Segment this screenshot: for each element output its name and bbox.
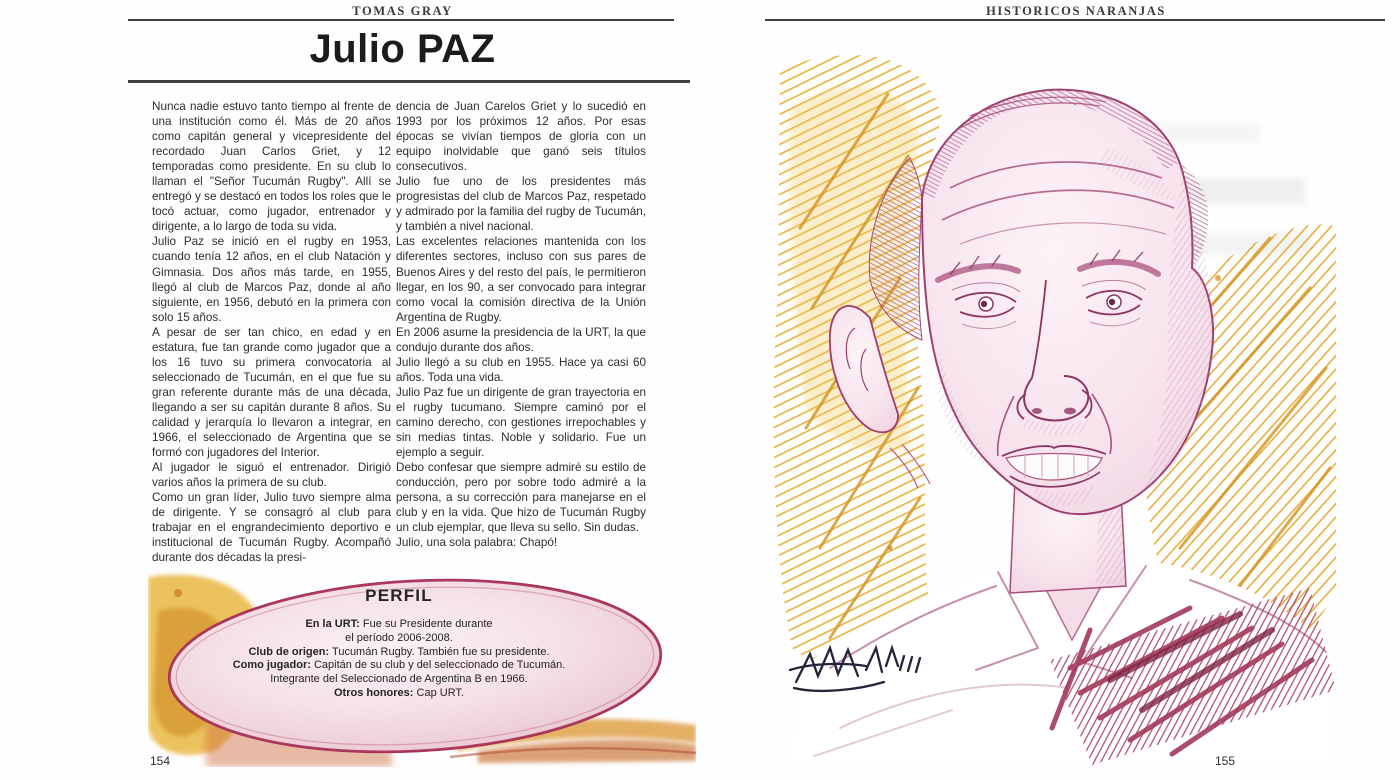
body-paragraph: Julio, una sola palabra: Chapó! (396, 536, 558, 550)
body-paragraph: Debo confesar que siempre admiré su estilo de conducción, pero por sobre todo admiré a la persona, a su corrección para manejarse en el club y en la vida. Que hizo de Tucumán Rugby un club ejemplar, que lleva su sello. Sin dudas. (396, 461, 646, 535)
left-page (115, 0, 690, 780)
article-title: Julio PAZ (309, 27, 496, 71)
running-header-right: HISTORICOS NARANJAS (986, 4, 1166, 18)
body-paragraph: A pesar de ser tan chico, en edad y en estatura, fue tan grande como jugador que a los 16 tuvo su primera convocatoria al seleccionado de Tucumán, en el que fue su gran referente durante más de una década, llegando a ser su capitán durante 8 años. Su calidad y jerarquía lo llevaron a integrar, en 1966, el seleccionado de Argentina que se formó con jugadores del Interior. (152, 325, 391, 460)
right-page (760, 0, 1392, 780)
body-paragraph: Al jugador le siguó el entrenador. Dirigió varios años la primera de su club. (152, 461, 391, 490)
perfil-line: En la URT: Fue su Presidente durante (305, 618, 493, 630)
page-number-left: 154 (150, 754, 171, 768)
perfil-text (163, 586, 635, 701)
perfil-line: Club de origen: Tucumán Rugby. También fue su presidente. (248, 645, 550, 658)
body-paragraph: Las excelentes relaciones mantenida con los diferentes sectores, incluso con sus pares de Buenos Aires y del resto del país, le permitieron llegar, en los 90, a ser convocado para integrar como vocal la comisión directiva de la Unión Argentina de Rugby. (396, 235, 646, 324)
body-paragraph: En 2006 asume la presidencia de la URT, la que condujo durante dos años. (396, 325, 646, 354)
perfil-panel (148, 569, 696, 767)
body-paragraph: Julio llegó a su club en 1955. Hace ya casi 60 años. Toda una vida. (396, 355, 646, 384)
page-number-right: 155 (1215, 754, 1236, 768)
perfil-line: Como jugador: Capitán de su club y del seleccionado de Tucumán. (232, 659, 566, 672)
body-paragraph: Como un gran líder, Julio tuvo siempre alma de dirigente. Y se consagró al club para trabajar en el engrandecimiento deportivo e institucional de Tucumán Rugby. Acompañó durante dos décadas la presi- (152, 491, 391, 565)
body-paragraph: dencia de Juan Carelos Griet y lo sucedió en 1993 por los próximos 12 años. Por esas épocas se vivían tiempos de gloria con un equipo inolvidable que ganó seis títulos consecutivos. (396, 100, 646, 174)
portrait-illustration (770, 28, 1340, 765)
body-paragraph: Julio fue uno de los presidentes más progresistas del club de Marcos Paz, respetado y admirado por la familia del rugby de Tucumán, y también a nivel nacional. (396, 175, 646, 234)
header-rule-left (128, 19, 674, 21)
running-header-left: TOMAS GRAY (352, 4, 453, 18)
perfil-line: Integrante del Seleccionado de Argentina B en 1966. (270, 673, 528, 686)
article-column-2 (396, 99, 646, 550)
body-paragraph: Julio Paz se inició en el rugby en 1953, cuando tenía 12 años, en el club Natación y Gimnasia. Dos años más tarde, en 1955, llegó al club de Marcos Paz, donde al año siguiente, en 1956, debutó en la primera con solo 15 años. (152, 235, 391, 324)
article-column-1 (152, 99, 391, 565)
header-rule-right (765, 19, 1385, 21)
perfil-line: el período 2006-2008. (345, 631, 453, 644)
title-rule (128, 80, 690, 83)
perfil-line: Otros honores: Cap URT. (334, 686, 464, 699)
perfil-title: PERFIL (365, 586, 433, 605)
body-paragraph: Nunca nadie estuvo tanto tiempo al frente de una institución como él. Más de 20 años como capitán general y vicepresidente del recordado Juan Carlos Griet, y 12 temporadas como presidente. En su club lo llaman el "Señor Tucumán Rugby". Allí se entregó y se destacó en todos los roles que le tocó actuar, como jugador, entrenador y dirigente, a lo largo de toda su vida. (152, 100, 391, 234)
body-paragraph: Julio Paz fue un dirigente de gran trayectoria en el rugby tucumano. Siempre caminó por el camino derecho, con gestiones irrepochables y sin medias tintas. Noble y solidario. Fue un ejemplo a seguir. (396, 385, 646, 460)
